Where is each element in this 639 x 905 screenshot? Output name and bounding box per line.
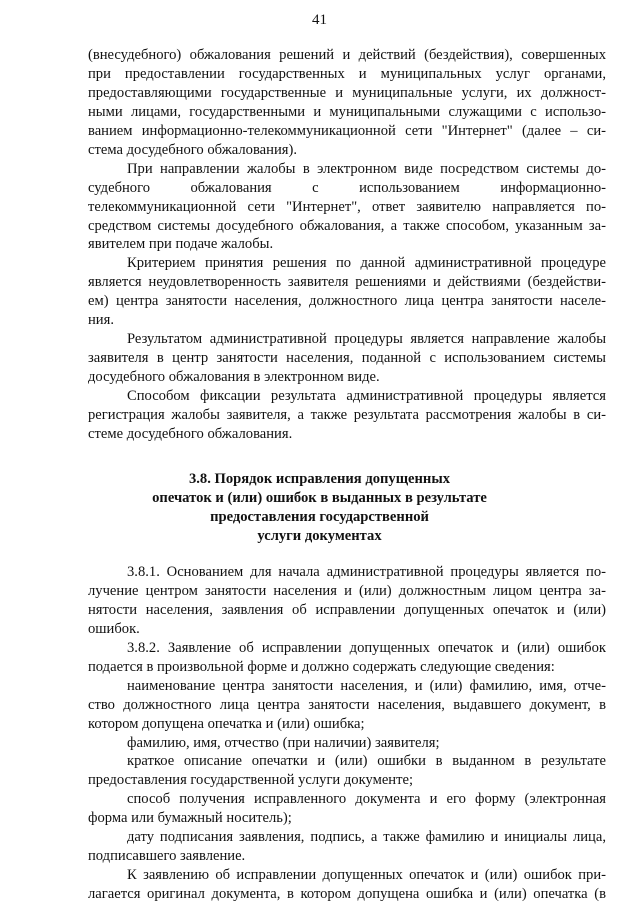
text-line: Способом фиксации результата административной процедуры является <box>127 387 606 404</box>
text-line: предоставляющими государственные и муниципальные услуги, их должност- <box>88 84 606 101</box>
text-line: дату подписания заявления, подпись, а также фамилию и инициалы лица, <box>127 829 606 846</box>
section-heading: предоставления государственной <box>210 509 429 526</box>
text-line: предоставления государственной услуги документе; <box>88 772 414 789</box>
text-line: стема досудебного обжалования). <box>88 141 297 158</box>
text-line: досудебного обжалования в электронном виде. <box>88 369 380 385</box>
text-line: нятости населения, заявления об исправлении допущенных опечаток и (или) <box>88 601 606 618</box>
text-line: подается в произвольной форме и должно содержать следующие сведения: <box>88 658 555 675</box>
text-line: наименование центра занятости населения, и (или) фамилию, имя, отче- <box>127 677 606 694</box>
text-line: 3.8.1. Основанием для начала административной процедуры является по- <box>127 564 606 580</box>
text-line: (внесудебного) обжалования решений и действий (бездействия), совершенных <box>88 47 606 63</box>
text-line: форма или бумажный носитель); <box>88 810 292 827</box>
page-number: 41 <box>312 12 327 28</box>
text-line: 3.8.2. Заявление об исправлении допущенных опечаток и (или) ошибок <box>127 639 606 656</box>
text-line: заявителя в центр занятости населения, поданной с использованием системы <box>88 350 606 366</box>
text-line: подписавшего заявление. <box>88 848 246 865</box>
text-line: Критерием принятия решения по данной административной процедуре <box>127 255 606 272</box>
text-line: фамилию, имя, отчество (при наличии) заявителя; <box>127 734 440 751</box>
text-line: ство должностного лица центра занятости населения, выдавшего документ, в <box>88 696 606 713</box>
text-line: Результатом административной процедуры является направление жалобы <box>127 331 606 348</box>
text-line: является неудовлетворенность заявителя решениями и действиями (бездействи- <box>88 274 606 291</box>
section-heading: опечаток и (или) ошибок в выданных в результате <box>152 490 487 507</box>
text-line: лагается оригинал документа, в котором допущена ошибка и (или) опечатка (в <box>88 886 606 902</box>
text-line: регистрация жалобы заявителя, а также результата рассмотрения жалобы в си- <box>88 406 606 423</box>
text-line: стеме досудебного обжалования. <box>88 425 293 442</box>
text-line: явителем при подаче жалобы. <box>88 236 274 253</box>
text-line: ем) центра занятости населения, должностного лица центра занятости населе- <box>88 293 606 310</box>
text-line: средством системы досудебного обжалования, а также способом, указанным за- <box>88 217 606 234</box>
text-line: судебного обжалования с использованием информационно- <box>88 179 606 196</box>
section-heading: услуги документах <box>257 528 382 545</box>
text-line: ванием информационно-телекоммуникационной сети "Интернет" (далее – си- <box>88 122 606 139</box>
text-line: телекоммуникационной сети "Интернет", ответ заявителю направляется по- <box>88 198 606 215</box>
text-line: котором допущена опечатка и (или) ошибка; <box>88 715 365 732</box>
text-line: ными лицами, государственными и муниципальными служащими с использо- <box>88 103 606 120</box>
text-line: ошибок. <box>88 620 140 637</box>
text-line: при предоставлении государственных и муниципальных услуг органами, <box>88 65 606 82</box>
text-line: краткое описание опечатки и (или) ошибки в выданном в результате <box>127 753 606 770</box>
text-line: лучение центром занятости населения и (или) должностным лицом центра за- <box>88 583 606 599</box>
section-heading: 3.8. Порядок исправления допущенных <box>188 471 451 488</box>
text-line: способ получения исправленного документа и его форму (электронная <box>127 791 606 808</box>
text-line: К заявлению об исправлении допущенных опечаток и (или) ошибок при- <box>127 867 606 884</box>
text-line: ния. <box>88 312 114 329</box>
text-line: При направлении жалобы в электронном виде посредством системы до- <box>127 160 606 177</box>
